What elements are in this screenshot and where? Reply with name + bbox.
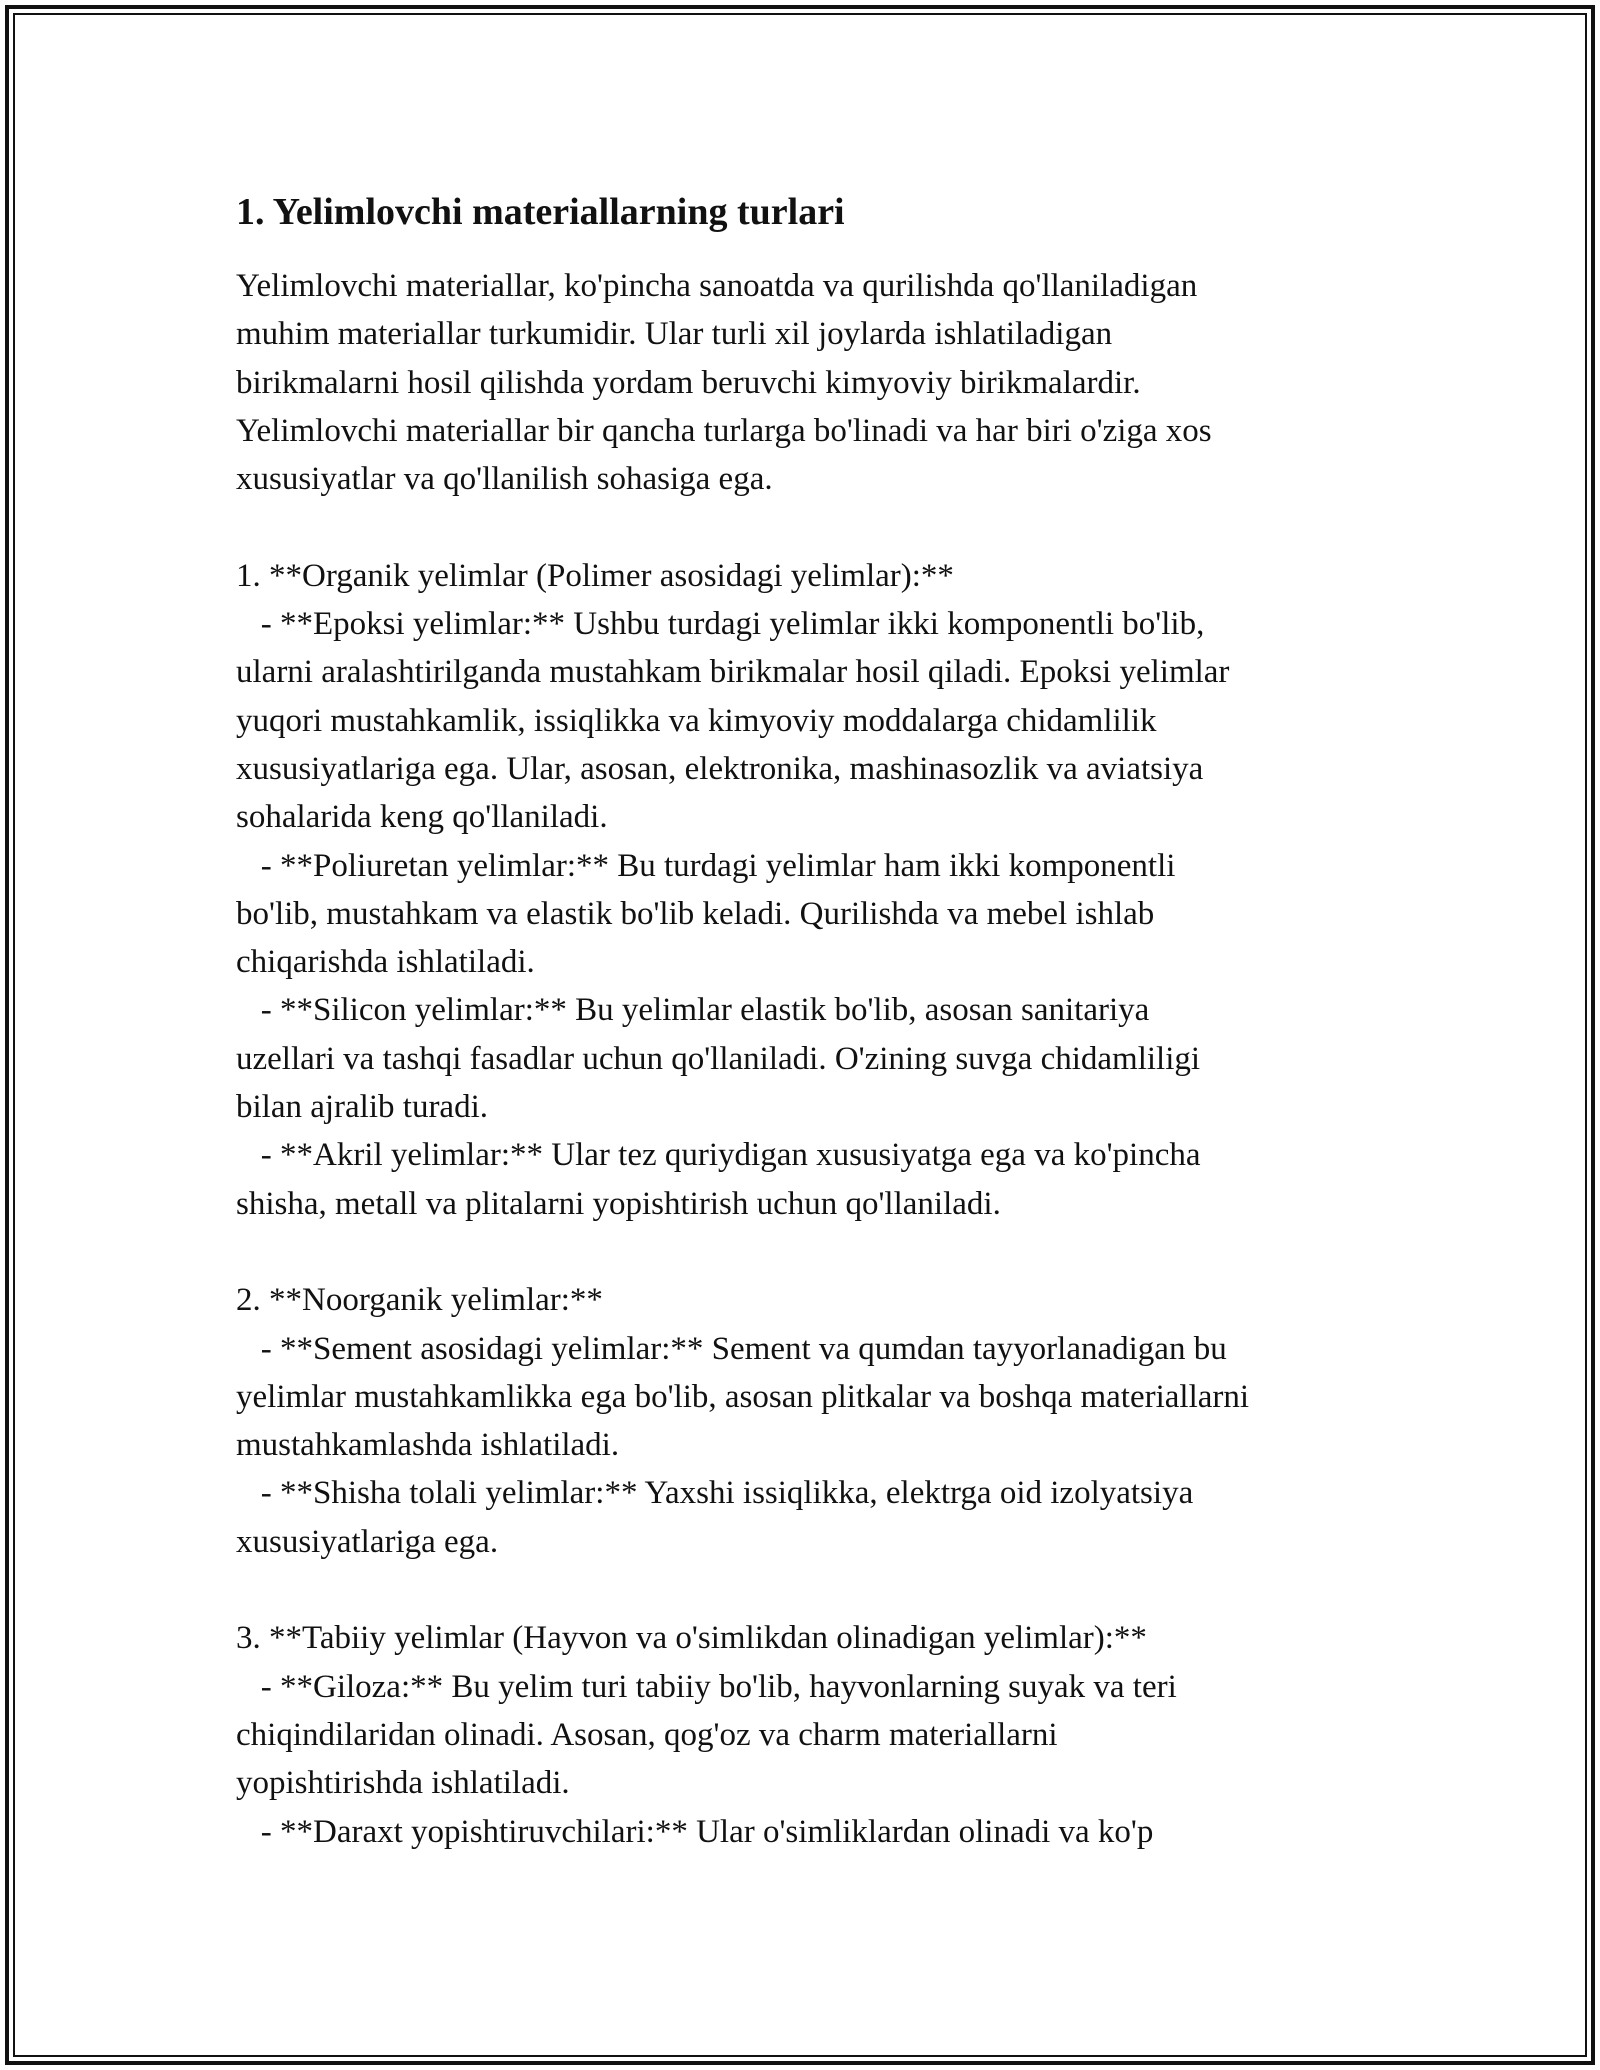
section-natural [236, 1614, 1396, 1855]
list-item: - **Sement asosidagi yelimlar:** Sement va qumdan tayyorlanadigan bu yelimlar mustahkamlikka ega bo'lib, asosan plitkalar va boshqa materiallarni mustahkamlashda ishlatiladi. [236, 1330, 1250, 1464]
section-organic [236, 552, 1396, 1228]
section-title: 2. **Noorganik yelimlar:** [236, 1282, 603, 1319]
section-title: 3. **Tabiiy yelimlar (Hayvon va o'simlikdan olinadigan yelimlar):** [236, 1620, 1147, 1657]
list-item: - **Akril yelimlar:** Ular tez quriydigan xususiyatga ega va ko'pincha shisha, metall va plitalarni yopishtirish uchun qo'llaniladi. [236, 1137, 1201, 1222]
list-item: - **Daraxt yopishtiruvchilari:** Ular o'simliklardan olinadi va ko'p [236, 1813, 1154, 1850]
list-item: - **Shisha tolali yelimlar:** Yaxshi issiqlikka, elektrga oid izolyatsiya xususiyatlariga ega. [236, 1475, 1194, 1560]
section-heading: 1. Yelimlovchi materiallarning turlari [236, 191, 845, 233]
list-item: - **Giloza:** Bu yelim turi tabiiy bo'lib, hayvonlarning suyak va teri chiqindilaridan olinadi. Asosan, qog'oz va charm materiallarni yopishtirishda ishlatiladi. [236, 1668, 1177, 1802]
spacer [236, 1228, 1396, 1276]
spacer [236, 1566, 1396, 1614]
spacer [236, 503, 1396, 551]
list-item: - **Epoksi yelimlar:** Ushbu turdagi yelimlar ikki komponentli bo'lib, ularni aralashtirilganda mustahkam birikmalar hosil qiladi. Epoksi yelimlar yuqori mustahkamlik, issiqlikka va kimyoviy moddalarga chidamlilik xususiyatlariga ega. Ular, asosan, elektronika, mashinasozlik va aviatsiya sohalarida keng qo'llaniladi. [236, 606, 1230, 836]
intro-paragraph: Yelimlovchi materiallar, ko'pincha sanoatda va qurilishda qo'llaniladigan muhim materiallar turkumidir. Ular turli xil joylarda ishlatiladigan birikmalarni hosil qilishda yordam beruvchi kimyoviy birikmalardir. Yelimlovchi materiallar bir qancha turlarga bo'linadi va har biri o'ziga xos xususiyatlar va qo'llanilish sohasiga ega. [236, 268, 1212, 498]
list-item: - **Poliuretan yelimlar:** Bu turdagi yelimlar ham ikki komponentli bo'lib, mustahkam va elastik bo'lib keladi. Qurilishda va mebel ishlab chiqarishda ishlatiladi. [236, 847, 1176, 981]
document-body [236, 188, 1396, 1856]
section-title: 1. **Organik yelimlar (Polimer asosidagi yelimlar):** [236, 557, 954, 594]
section-inorganic [236, 1276, 1396, 1566]
list-item: - **Silicon yelimlar:** Bu yelimlar elastik bo'lib, asosan sanitariya uzellari va tashqi fasadlar uchun qo'llaniladi. O'zining suvga chidamliligi bilan ajralib turadi. [236, 992, 1201, 1126]
